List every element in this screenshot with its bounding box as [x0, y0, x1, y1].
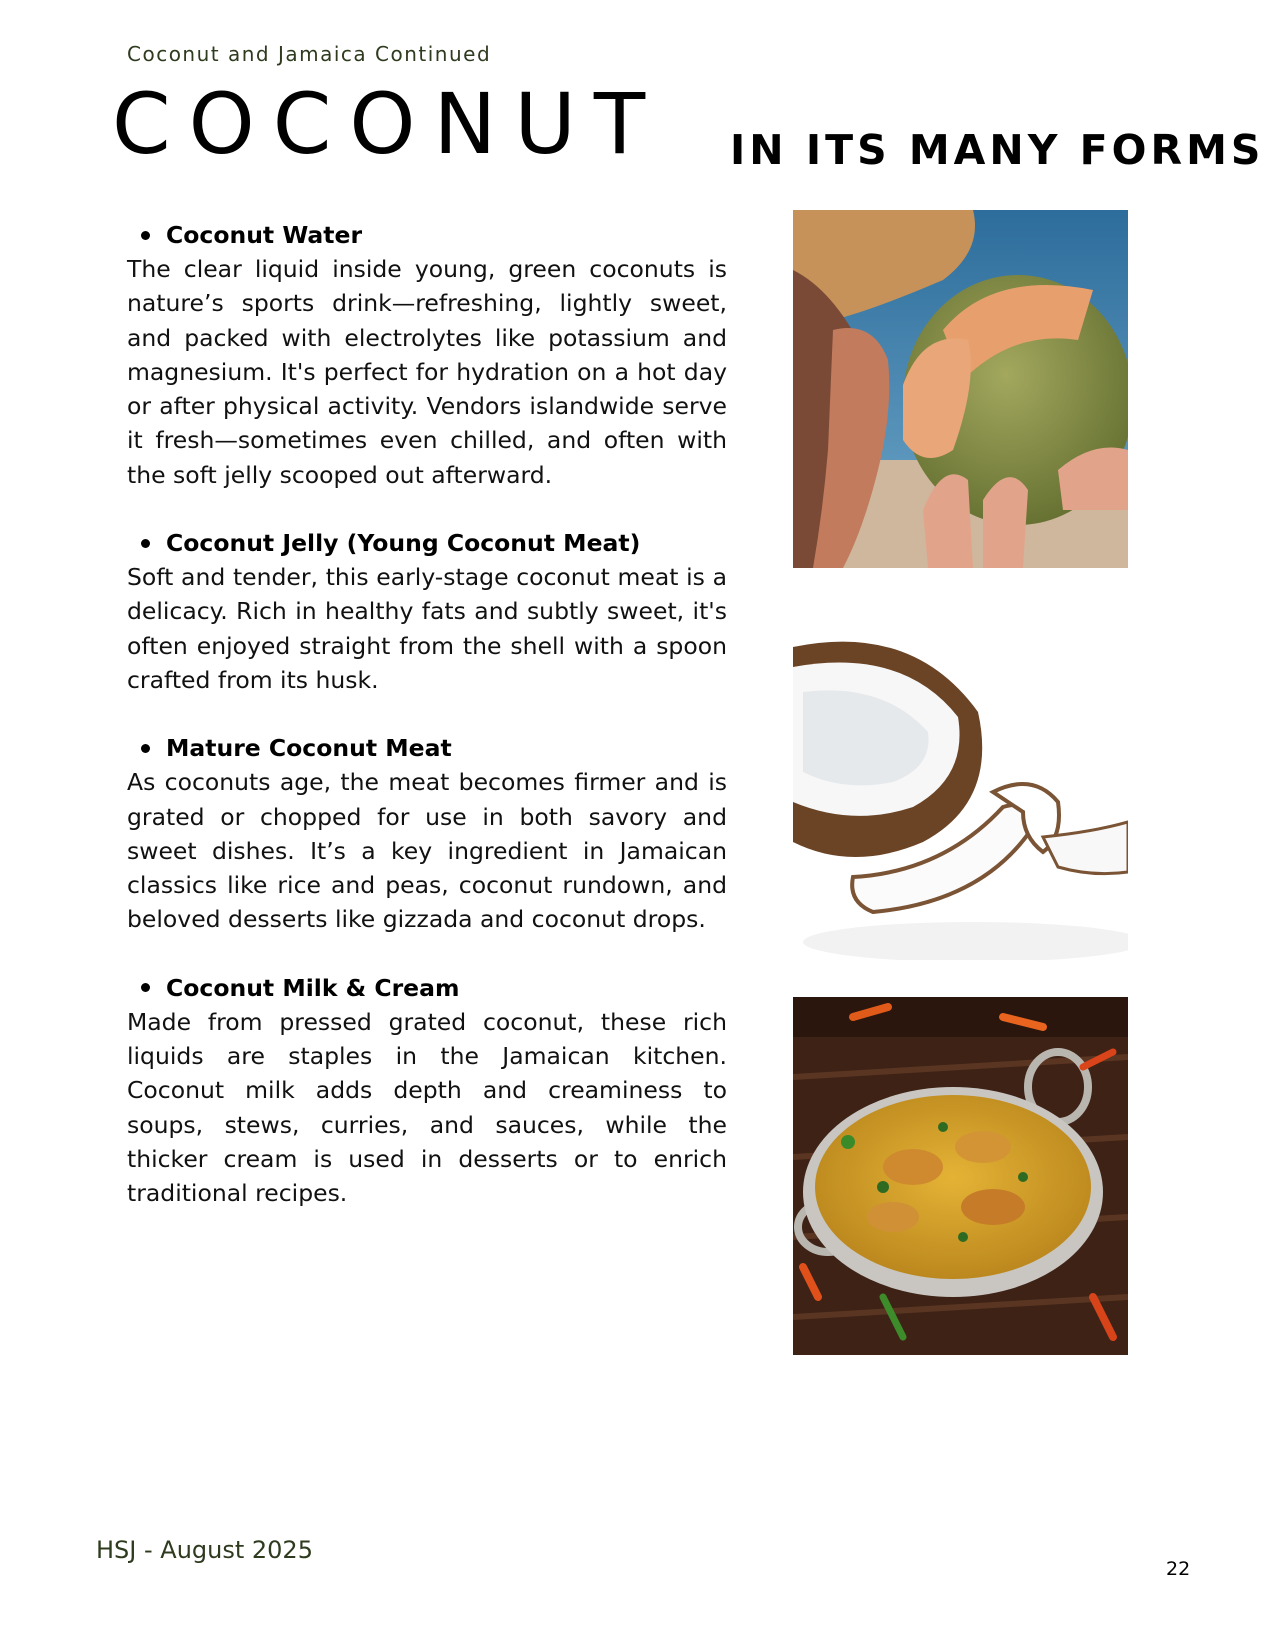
section-body-text: As coconuts age, the meat becomes firmer and is grated or chopped for use in both savory and sweet dishes. It’s a key ingredient in Jamaican classics like rice and peas, coconut rundown, and beloved desserts like gizzada and coconut drops.	[127, 768, 727, 934]
section-body-text: Made from pressed grated coconut, these rich liquids are staples in the Jamaican kitchen. Coconut milk adds depth and creaminess to soups, stews, curries, and sauces, while the thicker cream is used in desserts or to enrich traditional recipes.	[127, 1007, 727, 1208]
section-coconut-jelly	[127, 526, 727, 697]
bullet-icon	[141, 539, 150, 548]
section-mature-coconut-meat	[127, 731, 727, 936]
photo-coconut-water	[793, 210, 1128, 568]
section-body-text: The clear liquid inside young, green coconuts is nature’s sports drink—refreshing, lightly sweet, and packed with electrolytes like potassium and magnesium. It's perfect for hydration on a hot day or after physical activity. Vendors islandwide serve it fresh—sometimes even chilled, and often with the soft jelly scooped out afterward.	[127, 255, 727, 489]
section-body-text: Soft and tender, this early-stage coconut meat is a delicacy. Rich in healthy fats and subtly sweet, it's often enjoyed straight from the shell with a spoon crafted from its husk.	[127, 563, 727, 694]
section-heading-text: Coconut Milk & Cream	[166, 973, 460, 1002]
page-subtitle: IN ITS MANY FORMS	[730, 126, 1265, 174]
footer-publication: HSJ - August 2025	[96, 1536, 313, 1564]
section-heading	[127, 218, 727, 252]
article-body	[127, 218, 727, 1245]
bullet-icon	[141, 231, 150, 240]
section-coconut-water	[127, 218, 727, 492]
photo-coconut-curry	[793, 997, 1128, 1355]
bullet-icon	[141, 744, 150, 753]
section-heading	[127, 971, 727, 1005]
section-heading-text: Mature Coconut Meat	[166, 734, 452, 763]
section-heading	[127, 526, 727, 560]
section-heading-text: Coconut Water	[166, 221, 363, 249]
eyebrow-text: Coconut and Jamaica Continued	[127, 42, 492, 66]
photo-coconut-meat	[793, 602, 1128, 960]
page-number: 22	[1166, 1558, 1191, 1580]
page-title: COCONUT	[112, 75, 664, 173]
bullet-icon	[141, 983, 150, 992]
section-heading-text: Coconut Jelly (Young Coconut Meat)	[166, 529, 641, 558]
section-coconut-milk-cream	[127, 971, 727, 1211]
section-heading	[127, 731, 727, 765]
